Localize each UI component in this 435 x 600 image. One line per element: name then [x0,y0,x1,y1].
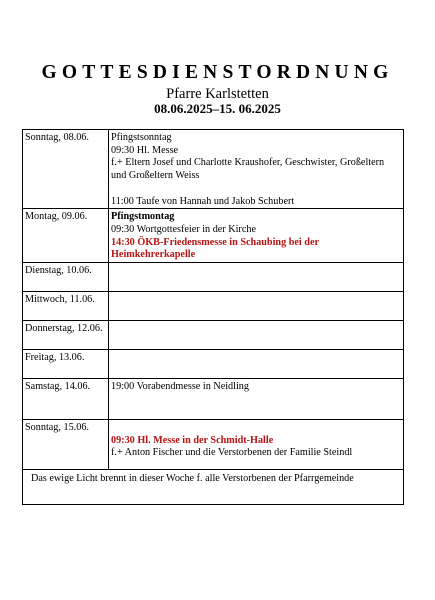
event-line: f.+ Anton Fischer und die Verstorbenen der Familie Steindl [111,447,353,459]
schedule-row-sunday-1506 [23,420,404,470]
parish-name: Pfarre Karlstetten [166,86,269,102]
page-title: GOTTESDIENSTORDNUNG [41,62,394,83]
event-line-highlight: 09:30 Hl. Messe in der Schmidt-Halle [111,434,274,446]
events-cell [109,420,404,470]
event-line: Pfingstsonntag [111,132,172,143]
schedule-row-tuesday-1006 [23,263,404,292]
day-label: Sonntag, 15.06. [23,420,109,470]
spacer [111,183,401,196]
events-cell [109,209,404,263]
event-line: Pfingstmontag [111,211,175,223]
footer-row [23,470,404,505]
spacer [111,422,401,435]
event-line: 09:30 Wortgottesfeier in der Kirche [111,223,256,235]
date-range: 08.06.2025–15. 06.2025 [154,101,281,116]
event-line: f.+ Eltern Josef und Charlotte Kraushofer, Geschwister, Großeltern [111,157,385,169]
events-cell [109,263,404,292]
event-line-highlight: 14:30 ÖKB-Friedensmesse in Schaubing bei der [111,236,320,248]
events-cell [109,292,404,321]
day-label: Freitag, 13.06. [23,350,109,379]
day-label: Dienstag, 10.06. [23,263,109,292]
event-line: und Großeltern Weiss [111,170,200,182]
day-label: Montag, 09.06. [23,209,109,263]
day-label: Samstag, 14.06. [23,379,109,420]
eternal-light-note: Das ewige Licht brennt in dieser Woche f. alle Verstorbenen der Pfarrgemeinde [23,470,404,505]
day-label: Donnerstag, 12.06. [23,321,109,350]
schedule-row-friday-1306 [23,350,404,379]
event-line-highlight: Heimkehrerkapelle [111,249,196,261]
schedule-row-wednesday-1106 [23,292,404,321]
events-cell [109,350,404,379]
event-line: 11:00 Taufe von Hannah und Jakob Schubert [111,195,295,207]
events-cell [109,321,404,350]
day-label: Sonntag, 08.06. [23,130,109,209]
schedule-row-sunday-0806 [23,130,404,209]
events-cell [109,379,404,420]
schedule-row-monday-0906 [23,209,404,263]
event-line: 19:00 Vorabendmesse in Neidling [111,381,249,393]
events-cell [109,130,404,209]
schedule-table [22,129,404,505]
day-label: Mittwoch, 11.06. [23,292,109,321]
schedule-row-saturday-1406 [23,379,404,420]
event-line: 09:30 Hl. Messe [111,144,179,156]
schedule-row-thursday-1206 [23,321,404,350]
